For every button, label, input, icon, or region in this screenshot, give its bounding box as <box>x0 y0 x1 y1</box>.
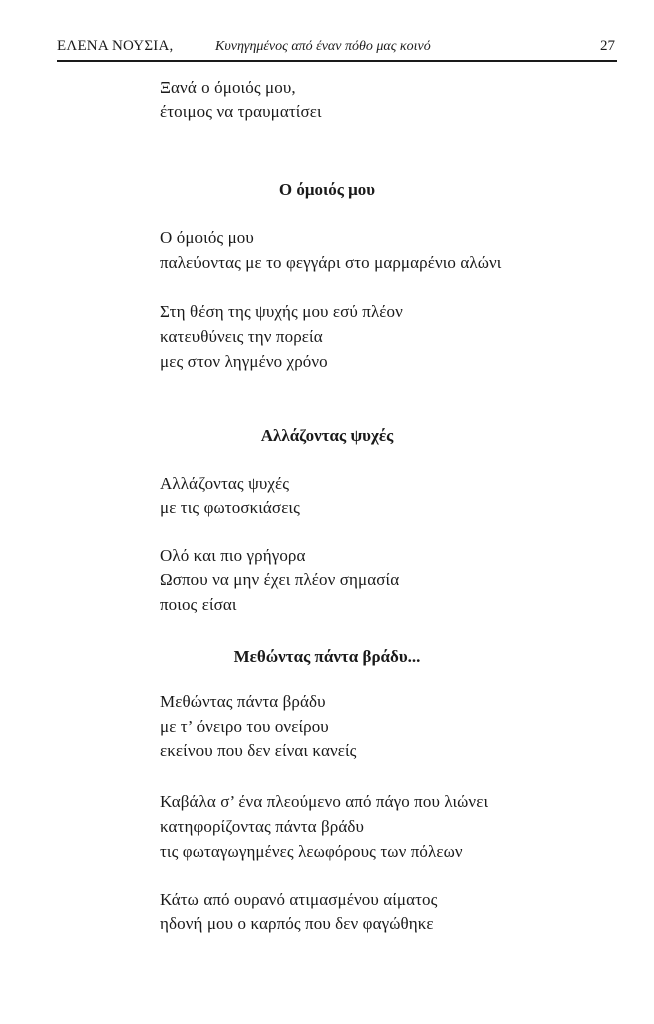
header-author: ΕΛΕΝΑ ΝΟΥΣΙΑ, <box>57 38 174 54</box>
page-number: 27 <box>600 38 615 54</box>
verse-line: με τις φωτοσκιάσεις <box>160 498 300 517</box>
verse-line: Ολό και πιο γρήγορα <box>160 546 306 565</box>
verse-line: εκείνου που δεν είναι κανείς <box>160 741 357 760</box>
header-rule <box>57 60 617 62</box>
verse-line: Καβάλα σ’ ένα πλεούμενο από πάγο που λιώνει <box>160 792 489 811</box>
poem-title: Αλλάζοντας ψυχές <box>260 426 394 445</box>
verse-line: Κάτω από ουρανό ατιμασμένου αίματος <box>160 890 438 909</box>
verse-line: κατηφορίζοντας πάντα βράδυ <box>160 817 364 836</box>
verse-line: Ξανά ο όμοιός μου, <box>160 78 296 97</box>
verse-line: ποιος είσαι <box>160 595 237 614</box>
running-header <box>57 38 617 60</box>
verse-line: Μεθώντας πάντα βράδυ <box>160 692 326 711</box>
verse-line: κατευθύνεις την πορεία <box>160 327 323 346</box>
verse-line: Ο όμοιός μου <box>160 228 254 247</box>
poem-title: Ο όμοιός μου <box>278 180 376 199</box>
verse-line: Αλλάζοντας ψυχές <box>160 474 290 493</box>
header-book-title: Κυνηγημένος από έναν πόθο μας κοινό <box>215 39 431 54</box>
verse-line: Στη θέση της ψυχής μου εσύ πλέον <box>160 302 403 321</box>
verse-line: έτοιμος να τραυματίσει <box>160 102 322 121</box>
verse-line: μες στον ληγμένο χρόνο <box>160 352 328 371</box>
verse-line: τις φωταγωγημένες λεωφόρους των πόλεων <box>160 842 463 861</box>
verse-line: με τ’ όνειρο του ονείρου <box>160 717 329 736</box>
verse-line: παλεύοντας με το φεγγάρι στο μαρμαρένιο αλώνι <box>160 253 502 272</box>
verse-line: ηδονή μου ο καρπός που δεν φαγώθηκε <box>160 914 434 933</box>
verse-line: Ωσπου να μην έχει πλέον σημασία <box>160 570 400 589</box>
poem-title: Μεθώντας πάντα βράδυ... <box>233 647 421 666</box>
